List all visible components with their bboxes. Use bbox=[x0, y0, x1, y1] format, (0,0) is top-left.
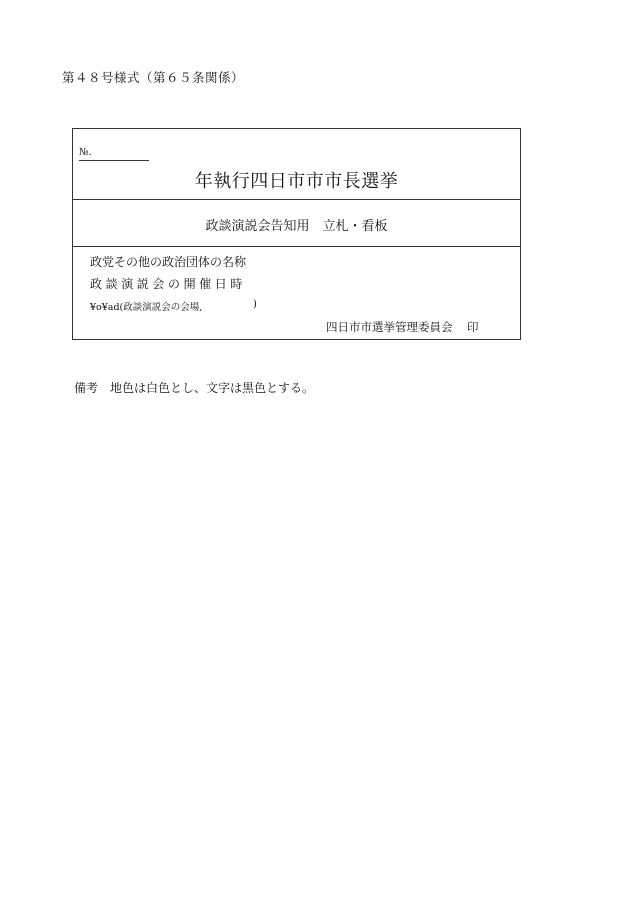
number-line bbox=[79, 160, 149, 161]
remarks bbox=[74, 379, 314, 396]
venue-close-paren: ) bbox=[253, 299, 257, 310]
details-section bbox=[73, 247, 520, 339]
remarks-text: 地色は白色とし、文字は黒色とする。 bbox=[110, 381, 315, 395]
remarks-label: 備考 bbox=[74, 381, 99, 395]
sign-frame bbox=[72, 128, 521, 340]
form-label: 第４８号様式（第６５条関係） bbox=[62, 70, 245, 85]
organization-name-label: 政党その他の政治団体の名称 bbox=[90, 255, 247, 269]
meeting-datetime-label: 政談演説会の開催日時 bbox=[90, 277, 247, 291]
election-title: 年執行四日市市市長選挙 bbox=[194, 171, 399, 192]
venue-label: ¥o¥ad(政談演説会の会場, bbox=[90, 302, 203, 313]
issuer-name: 四日市市選挙管理委員会 bbox=[326, 320, 453, 334]
number-label: №. bbox=[79, 147, 92, 158]
seal-mark: 印 bbox=[467, 320, 479, 334]
purpose-text: 政談演説会告知用 立札・看板 bbox=[205, 219, 388, 234]
purpose-section bbox=[73, 200, 520, 247]
title-section bbox=[73, 129, 520, 200]
